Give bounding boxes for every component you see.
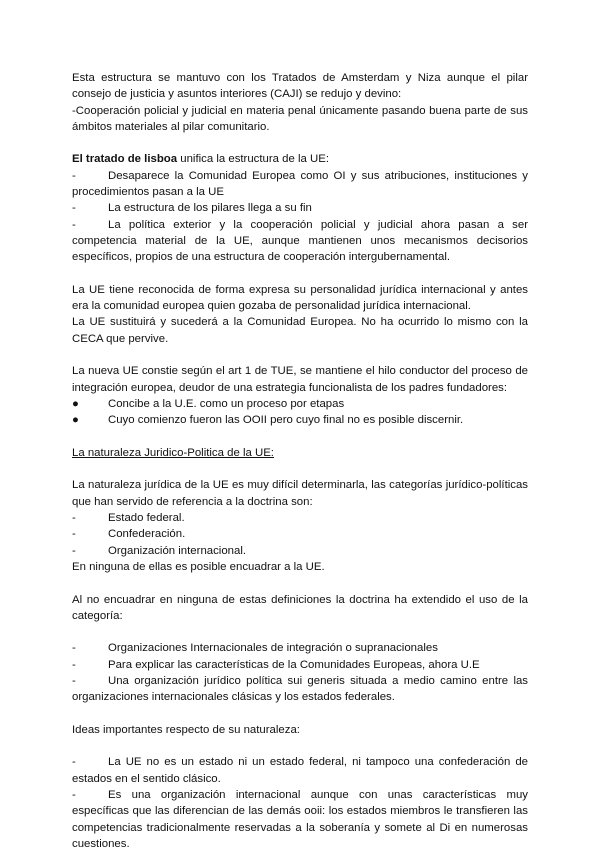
naturaleza-heading: La naturaleza Juridico-Politica de la UE: xyxy=(72,446,274,459)
dash-marker: - xyxy=(72,674,76,687)
list-item: - Estado federal. xyxy=(72,510,528,526)
list-item: ● Concibe a la U.E. como un proceso por etapas xyxy=(72,396,528,412)
dash-marker: - xyxy=(72,512,76,525)
list-item: - Es una organización internacional aunque con unas características muy específicas que las diferencian de las demás ooii: los estados miembros le transfieren las competencias tradicionalmente reservadas a la soberanía y somete al Di en numerosas cuestiones. xyxy=(72,789,528,850)
naturaleza-intro: La naturaleza jurídica de la UE es muy difícil determinarla, las categorías jurídico-políticas que han servido de referencia a la doctrina son: xyxy=(72,479,528,508)
document-body xyxy=(72,70,528,852)
ideas-heading: Ideas importantes respecto de su naturaleza: xyxy=(72,723,300,736)
list-item: - Una organización jurídico política sui generis situada a medio camino entre las organizaciones internacionales clásicas y los estados federales. xyxy=(72,674,528,704)
list-item: - Organizaciones Internacionales de integración o supranacionales xyxy=(72,640,528,656)
sucesion-paragraph: La UE sustituirá y sucederá a la Comunidad Europea. No ha ocurrido lo mismo con la CECA que pervive. xyxy=(72,316,528,345)
dash-marker: - xyxy=(72,202,76,215)
dash-marker: - xyxy=(72,756,76,769)
lisboa-lead xyxy=(72,151,528,167)
list-item: - La política exterior y la cooperación policial y judicial ahora pasan a ser competencia material de la UE, aunque mantienen unos mecanismos decisorios específicos, propios de una estructura de cooperación intergubernamental. xyxy=(72,218,528,264)
dash-marker: - xyxy=(72,528,76,541)
list-item: - Para explicar las características de la Comunidades Europeas, ahora U.E xyxy=(72,657,528,673)
naturaleza-closing: En ninguna de ellas es posible encuadrar a la UE. xyxy=(72,560,325,573)
dash-marker: - xyxy=(72,544,76,557)
nueva-ue-paragraph: La nueva UE constie según el art 1 de TUE, se mantiene el hilo conductor del proceso de integración europea, deudor de una estrategia funcionalista de los padres fundadores: xyxy=(72,365,528,394)
list-item: - La estructura de los pilares llega a su fin xyxy=(72,200,528,216)
dash-marker: - xyxy=(72,658,76,671)
lisboa-lead-rest: unifica la estructura de la UE: xyxy=(177,153,330,166)
intro-paragraph: Esta estructura se mantuvo con los Tratados de Amsterdam y Niza aunque el pilar consejo de justicia y asuntos interiores (CAJI) se redujo y devino: xyxy=(72,72,528,101)
dash-marker: - xyxy=(72,642,76,655)
personalidad-paragraph: La UE tiene reconocida de forma expresa su personalidad jurídica internacional y antes era la comunidad europea quien gozaba de personalidad jurídica internacional. xyxy=(72,283,528,313)
lisboa-bold-title: El tratado de lisboa xyxy=(72,153,178,166)
bullet-marker: ● xyxy=(72,397,79,410)
intro-cooperation-line: -Cooperación policial y judicial en materia penal únicamente pasando buena parte de sus ámbitos materiales al pilar comunitario. xyxy=(72,104,528,133)
list-item: - Organización internacional. xyxy=(72,543,528,559)
encuadre-paragraph: Al no encuadrar en ninguna de estas definiciones la doctrina ha extendido el uso de la categoría: xyxy=(72,593,528,622)
list-item: - La UE no es un estado ni un estado federal, ni tampoco una confederación de estados en el sentido clásico. xyxy=(72,756,528,785)
dash-marker: - xyxy=(72,169,76,182)
dash-marker: - xyxy=(72,789,76,802)
dash-marker: - xyxy=(72,218,76,231)
list-item: ● Cuyo comienzo fueron las OOII pero cuyo final no es posible discernir. xyxy=(72,412,528,428)
list-item: - Desaparece la Comunidad Europea como OI y sus atribuciones, instituciones y procedimientos pasan a la UE xyxy=(72,169,528,199)
bullet-marker: ● xyxy=(72,414,79,427)
list-item: - Confederación. xyxy=(72,526,528,542)
